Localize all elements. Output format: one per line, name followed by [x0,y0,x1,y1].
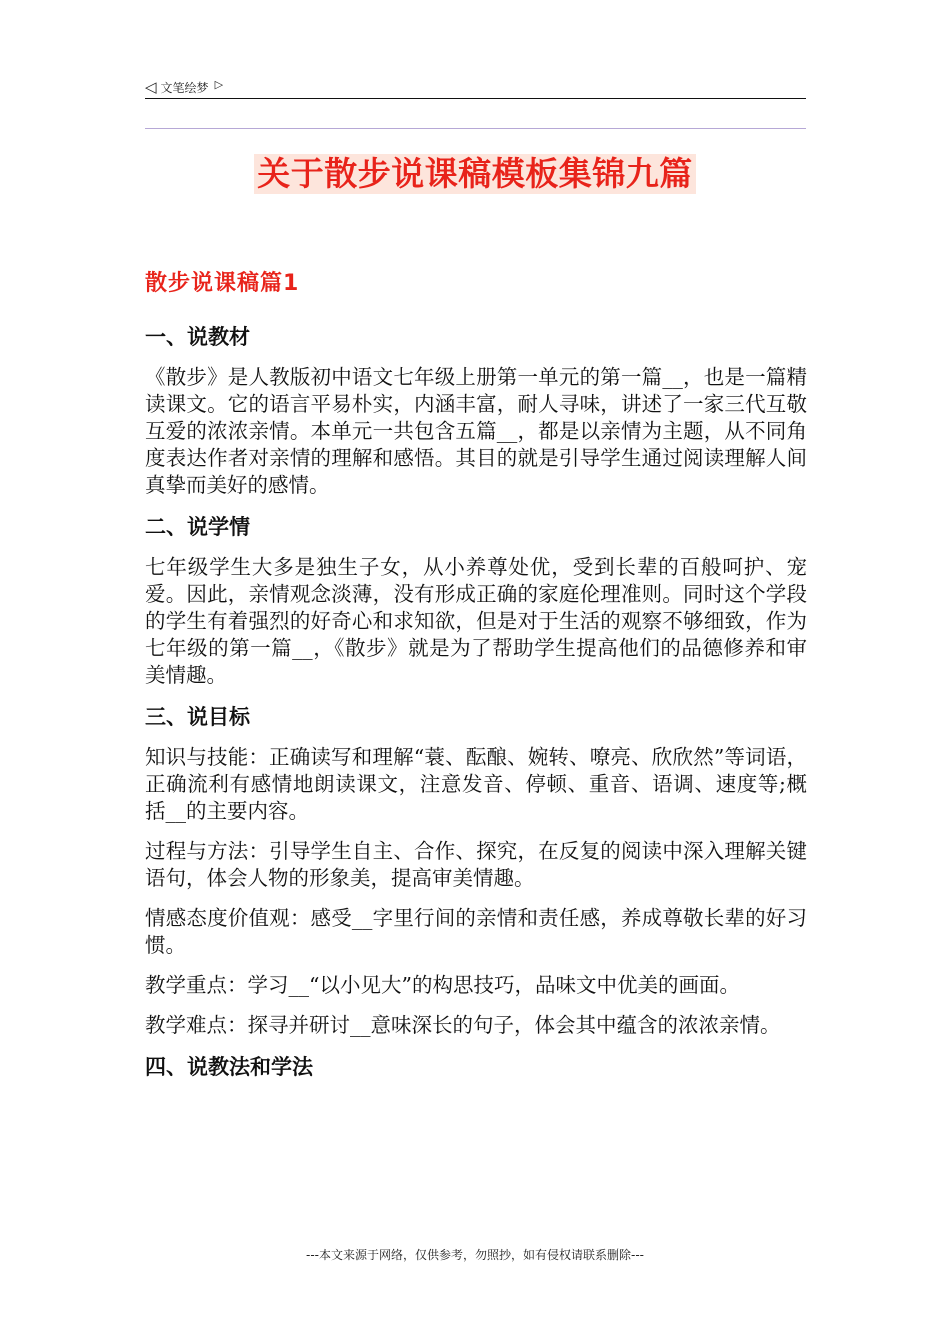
paragraph: 教学重点：学习__“以小见大”的构思技巧，品味文中优美的画面。 [145,973,740,997]
triangle-left-icon: ◁ [145,77,157,96]
divider-rule [145,128,806,129]
header-brand: 文笔绘梦 [160,80,209,95]
paragraph: 知识与技能：正确读写和理解“蓑、酝酿、婉转、嘹亮、欣欣然”等词语，正确流利有感情地朗读课文，注意发音、停顿、重音、语调、速度等;概括__的主要内容。 [145,745,807,823]
paragraph: 《散步》是人教版初中语文七年级上册第一单元的第一篇__，也是一篇精读课文。它的语言平易朴实，内涵丰富，耐人寻味，讲述了一家三代互敬互爱的浓浓亲情。本单元一共包含五篇__，都是以亲情为主题，从不同角度表达作者对亲情的理解和感悟。其目的就是引导学生通过阅读理解人间真挚而美好的感情。 [145,365,807,497]
document-body [145,268,807,1094]
section-heading: 一、说教材 [145,325,250,349]
paragraph: 过程与方法：引导学生自主、合作、探究，在反复的阅读中深入理解关键语句，体会人物的形象美，提高审美情趣。 [145,839,807,890]
title-container [0,154,950,194]
section-heading: 四、说教法和学法 [145,1055,313,1079]
page-header [145,74,806,100]
section-heading: 二、说学情 [145,515,250,539]
section-methods [145,1052,807,1082]
section-heading: 三、说目标 [145,705,250,729]
section-teaching-material [145,322,807,499]
paragraph: 情感态度价值观：感受__字里行间的亲情和责任感，养成尊敬长辈的好习惯。 [145,906,807,957]
paragraph: 教学难点：探寻并研讨__意味深长的句子，体会其中蕴含的浓浓亲情。 [145,1013,781,1037]
section-student-analysis [145,512,807,689]
header-rule [145,98,806,99]
triangle-right-icon: ▷ [214,77,224,91]
page-footer: ---本文来源于网络，仅供参考，勿照抄，如有侵权请联系删除--- [306,1248,644,1262]
paragraph: 七年级学生大多是独生子女，从小养尊处优，受到长辈的百般呵护、宠爱。因此，亲情观念淡薄，没有形成正确的家庭伦理准则。同时这个学段的学生有着强烈的好奇心和求知欲，但是对于生活的观察不够细致，作为七年级的第一篇__，《散步》就是为了帮助学生提高他们的品德修养和审美情趣。 [145,555,807,687]
part-title: 散步说课稿篇1 [145,271,300,296]
document-title: 关于散步说课稿模板集锦九篇 [254,154,696,194]
section-objectives [145,702,807,1039]
